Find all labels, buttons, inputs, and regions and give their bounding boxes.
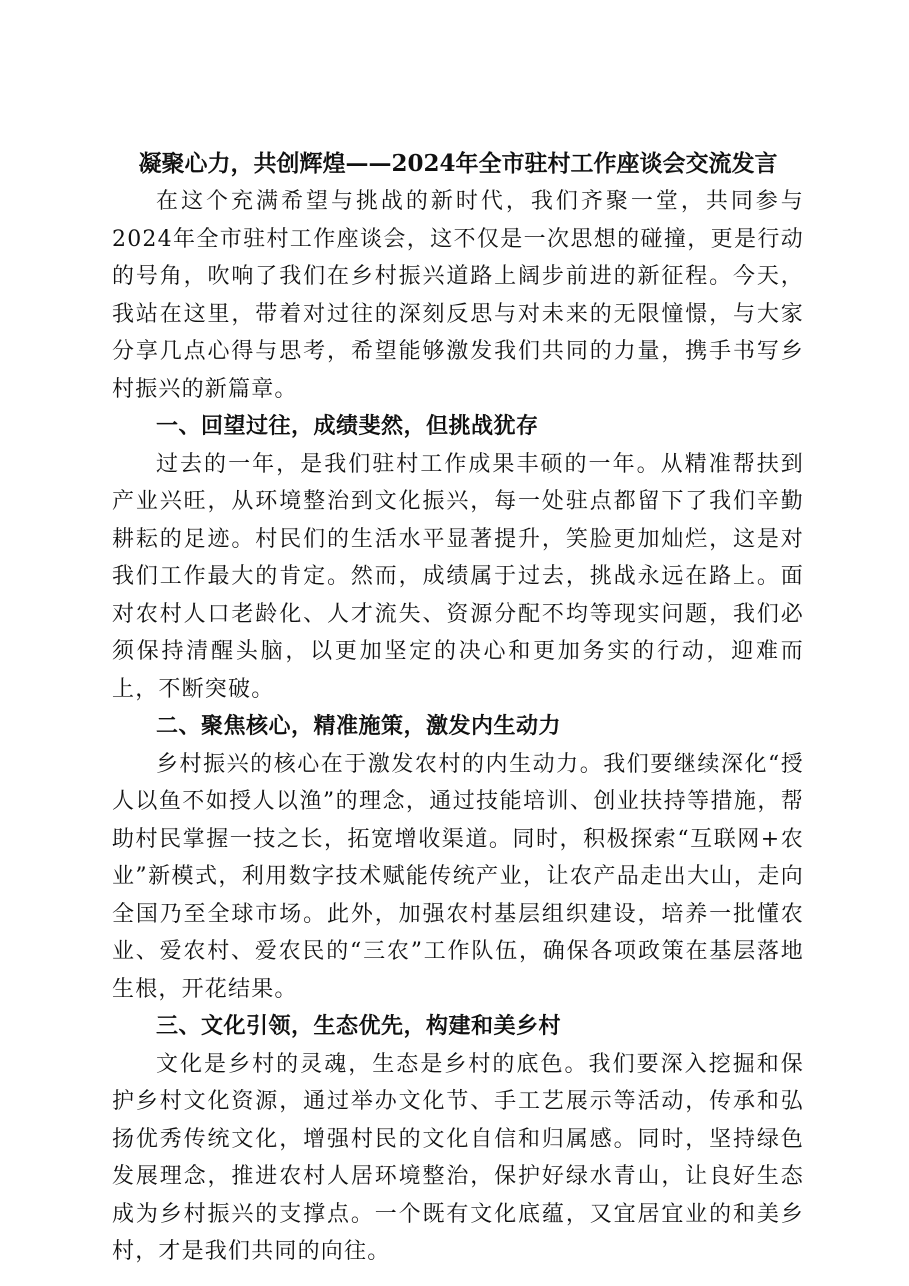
section-paragraph-3: 文化是乡村的灵魂，生态是乡村的底色。我们要深入挖掘和保护乡村文化资源，通过举办文化节、手工艺展示等活动，传承和弘扬优秀传统文化，增强村民的文化自信和归属感。同时，坚持绿色发展理念，推进农村人居环境整治，保护好绿水青山，让良好生态成为乡村振兴的支撑点。一个既有文化底蕴，又宜居宜业的和美乡村，才是我们共同的向往。: [112, 1051, 804, 1264]
document-body: [112, 145, 804, 1271]
section-paragraph-2: 乡村振兴的核心在于激发农村的内生动力。我们要继续深化“授人以鱼不如授人以渔”的理念，通过技能培训、创业扶持等措施，帮助村民掌握一技之长，拓宽增收渠道。同时，积极探索“互联网+农业”新模式，利用数字技术赋能传统产业，让农产品走出大山，走向全国乃至全球市场。此外，加强农村基层组织建设，培养一批懂农业、爱农村、爱农民的“三农”工作队伍，确保各项政策在基层落地生根，开花结果。: [112, 751, 804, 1002]
section-heading-3: 三、文化引领，生态优先，构建和美乡村: [156, 1013, 562, 1039]
section-heading-1: 一、回望过往，成绩斐然，但挑战犹存: [156, 413, 539, 439]
intro-paragraph: 在这个充满希望与挑战的新时代，我们齐聚一堂，共同参与2024年全市驻村工作座谈会，这不仅是一次思想的碰撞，更是行动的号角，吹响了我们在乡村振兴道路上阔步前进的新征程。今天，我站在这里，带着对过往的深刻反思与对未来的无限憧憬，与大家分享几点心得与思考，希望能够激发我们共同的力量，携手书写乡村振兴的新篇章。: [112, 189, 804, 402]
page-title: 凝聚心力，共创辉煌——2024年全市驻村工作座谈会交流发言: [138, 150, 778, 177]
section-paragraph-1: 过去的一年，是我们驻村工作成果丰硕的一年。从精准帮扶到产业兴旺，从环境整治到文化振兴，每一处驻点都留下了我们辛勤耕耘的足迹。村民们的生活水平显著提升，笑脸更加灿烂，这是对我们工作最大的肯定。然而，成绩属于过去，挑战永远在路上。面对农村人口老龄化、人才流失、资源分配不均等现实问题，我们必须保持清醒头脑，以更加坚定的决心和更加务实的行动，迎难而上，不断突破。: [112, 451, 804, 702]
section-heading-2: 二、聚焦核心，精准施策，激发内生动力: [156, 713, 562, 739]
